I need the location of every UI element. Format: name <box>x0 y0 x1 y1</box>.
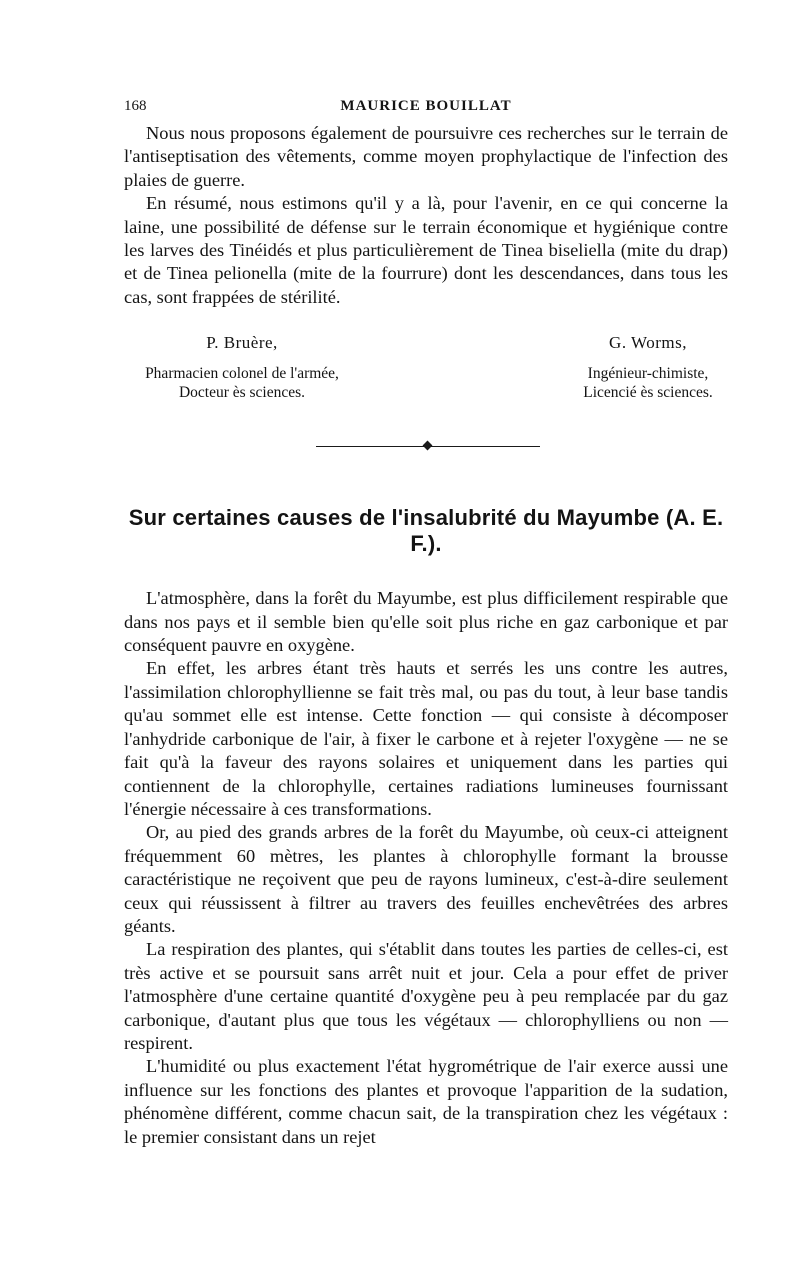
section-title: Sur certaines causes de l'insalubrité du Mayumbe (A. E. F.). <box>128 505 724 557</box>
article-paragraph: En effet, les arbres étant très hauts et serrés les uns contre les autres, l'assimilation chlorophyllienne se fait très mal, ou pas du tout, à leur base tandis qu'au sommet elle est intense. Cette fonction — qui consiste à décomposer l'anhydride carbonique de l'air, à fixer le carbone et à rejeter l'oxygène — ne se fait qu'à la faveur des rayons solaires et uniquement dans les parties qui contiennent de la chlorophylle, certaines radiations lumineuses fournissant l'énergie nécessaire à ces transformations. <box>124 658 728 819</box>
signature-block <box>124 333 728 415</box>
article-paragraph: La respiration des plantes, qui s'établit dans toutes les parties de celles-ci, est très active et se poursuit sans arrêt nuit et jour. Cela a pour effet de priver l'atmosphère d'une certaine quantité d'oxygène peu à peu remplacée par du gaz carbonique, d'autant plus que tous les végétaux — chlorophylliens ou non — respirent. <box>124 939 728 1053</box>
document-page <box>124 98 728 1149</box>
signature-left <box>124 333 360 402</box>
article-paragraph: L'atmosphère, dans la forêt du Mayumbe, est plus difficilement respirable que dans nos pays et il semble bien qu'elle soit plus riche en gaz carbonique et par conséquent pauvre en oxygène. <box>124 588 728 656</box>
article-paragraph: Or, au pied des grands arbres de la forêt du Mayumbe, où ceux-ci atteignent fréquemment 60 mètres, les plantes à chlorophylle formant la brousse caractéristique ne reçoivent que peu de rayons lumineux, c'est-à-dire seulement ceux qui réussissent à filtrer au travers des feuilles enchevêtrées des arbres géants. <box>124 822 728 936</box>
article-paragraph: L'humidité ou plus exactement l'état hygrométrique de l'air exerce aussi une influence sur les fonctions des plantes et provoque l'apparition de la sudation, phénomène différent, comme chacun sait, de la transpiration chez les végétaux : le premier consistant dans un rejet <box>124 1056 728 1147</box>
intro-paragraph: En résumé, nous estimons qu'il y a là, pour l'avenir, en ce qui concerne la laine, une possibilité de défense sur le terrain économique et hygiénique contre les larves des Tinéidés et plus particulièrement de Tinea biseliella (mite du drap) et de Tinea pelionella (mite de la fourrure) dont les descendances, dans tous les cas, sont frappées de stérilité. <box>124 193 728 307</box>
signature-title: Ingénieur-chimiste, <box>587 365 709 383</box>
intro-paragraph: Nous nous proposons également de poursuivre ces recherches sur le terrain de l'antiseptisation des vêtements, comme moyen prophylactique de l'infection des plaies de guerre. <box>124 123 728 190</box>
signature-name: P. Bruère, <box>206 333 278 353</box>
running-header <box>124 98 728 122</box>
signature-right <box>568 333 728 402</box>
signature-degree: Docteur ès sciences. <box>178 384 306 402</box>
signature-name: G. Worms, <box>609 333 687 353</box>
section-separator <box>124 437 728 457</box>
article-body <box>124 587 728 1149</box>
signature-degree: Licencié ès sciences. <box>583 384 713 402</box>
diamond-ornament-icon <box>423 441 433 451</box>
running-title: MAURICE BOUILLAT <box>340 98 512 114</box>
page-number: 168 <box>124 98 147 114</box>
signature-title: Pharmacien colonel de l'armée, <box>145 365 339 383</box>
